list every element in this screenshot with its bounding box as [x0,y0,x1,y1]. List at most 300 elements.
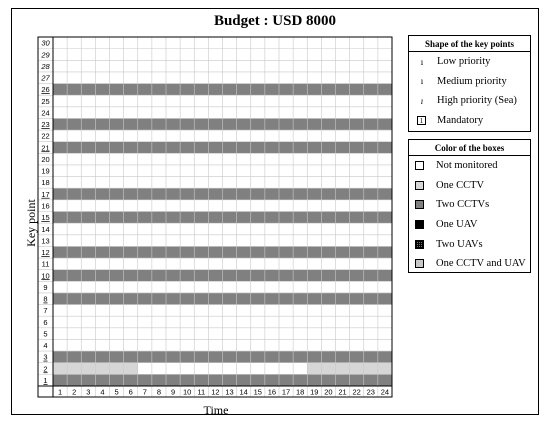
mandatory-box-icon: 1 [417,116,426,125]
cell-kp15-t2 [67,212,81,224]
y-tick-19: 19 [41,166,50,176]
y-tick-24: 24 [41,108,50,118]
x-tick-10: 10 [183,387,192,397]
cell-kp3-t13 [223,351,237,363]
y-tick-8: 8 [43,294,48,304]
cell-kp17-t17 [279,188,293,200]
cell-kp10-t18 [293,270,307,282]
cell-kp23-t22 [350,118,364,130]
x-axis-title: Time [203,403,229,417]
cell-kp21-t5 [110,142,124,154]
cell-kp1-t11 [194,374,208,386]
legend-color-item [409,156,530,176]
cell-kp12-t22 [350,246,364,258]
cell-kp1-t22 [350,374,364,386]
cell-kp17-t2 [67,188,81,200]
cell-kp23-t5 [110,118,124,130]
cell-kp21-t22 [350,142,364,154]
cell-kp15-t17 [279,212,293,224]
cell-kp21-t20 [321,142,335,154]
cell-kp10-t21 [336,270,350,282]
cell-kp17-t7 [138,188,152,200]
y-tick-23: 23 [41,120,50,130]
cell-kp15-t4 [95,212,109,224]
cell-kp26-t19 [307,84,321,96]
cell-kp1-t17 [279,374,293,386]
x-tick-3: 3 [86,387,91,397]
cell-kp3-t9 [166,351,180,363]
cell-kp23-t18 [293,118,307,130]
cell-kp1-t9 [166,374,180,386]
cell-kp8-t24 [378,293,392,305]
cell-kp10-t7 [138,270,152,282]
cell-kp8-t1 [53,293,67,305]
cell-kp1-t18 [293,374,307,386]
x-tick-23: 23 [366,387,375,397]
cell-kp23-t4 [95,118,109,130]
cell-kp26-t3 [81,84,95,96]
cell-kp1-t12 [208,374,222,386]
cell-kp8-t16 [265,293,279,305]
cell-kp1-t23 [364,374,378,386]
y-tick-26: 26 [41,85,50,95]
cell-kp23-t21 [336,118,350,130]
y-tick-22: 22 [41,131,50,141]
cell-kp17-t20 [321,188,335,200]
cell-kp26-t23 [364,84,378,96]
x-tick-24: 24 [380,387,390,397]
x-tick-2: 2 [72,387,77,397]
cell-kp21-t17 [279,142,293,154]
color-swatch [415,259,424,268]
cell-kp10-t1 [53,270,67,282]
cell-kp3-t12 [208,351,222,363]
cell-kp3-t8 [152,351,166,363]
color-swatch [415,240,424,249]
cell-kp12-t12 [208,246,222,258]
cell-kp21-t4 [95,142,109,154]
cell-kp3-t1 [53,351,67,363]
x-tick-21: 21 [338,387,347,397]
cell-kp2-t22 [350,363,364,375]
cell-kp26-t11 [194,84,208,96]
cell-kp21-t9 [166,142,180,154]
cell-kp15-t6 [124,212,138,224]
cell-kp15-t20 [321,212,335,224]
cell-kp17-t12 [208,188,222,200]
legend-shape-item [409,72,530,92]
legend-color-label: Not monitored [436,160,498,172]
legend-color-label: One CCTV and UAV [436,258,526,270]
cell-kp10-t24 [378,270,392,282]
cell-kp10-t22 [350,270,364,282]
legend-shape-box [408,35,531,132]
cell-kp2-t5 [110,363,124,375]
cell-kp21-t19 [307,142,321,154]
cell-kp26-t12 [208,84,222,96]
cell-kp2-t1 [53,363,67,375]
cell-kp10-t5 [110,270,124,282]
cell-kp17-t15 [251,188,265,200]
y-tick-11: 11 [41,259,50,269]
cell-kp17-t11 [194,188,208,200]
cell-kp26-t10 [180,84,194,96]
x-tick-1: 1 [57,387,63,397]
legend-color-item [409,234,530,254]
cell-kp2-t4 [95,363,109,375]
cell-kp12-t21 [336,246,350,258]
cell-kp3-t2 [67,351,81,363]
cell-kp12-t5 [110,246,124,258]
cell-kp12-t13 [223,246,237,258]
cell-kp12-t4 [95,246,109,258]
cell-kp1-t5 [110,374,124,386]
cell-kp3-t14 [237,351,251,363]
cell-kp3-t20 [321,351,335,363]
y-tick-6: 6 [43,317,48,327]
cell-kp12-t3 [81,246,95,258]
y-tick-9: 9 [43,282,48,292]
cell-kp3-t15 [251,351,265,363]
cell-kp21-t21 [336,142,350,154]
cell-kp12-t11 [194,246,208,258]
cell-kp26-t22 [350,84,364,96]
cell-kp12-t2 [67,246,81,258]
cell-kp1-t8 [152,374,166,386]
cell-kp26-t15 [251,84,265,96]
cell-kp12-t1 [53,246,67,258]
x-tick-20: 20 [324,387,333,397]
cell-kp17-t3 [81,188,95,200]
cell-kp26-t6 [124,84,138,96]
cell-kp1-t15 [251,374,265,386]
cell-kp23-t10 [180,118,194,130]
cell-kp15-t5 [110,212,124,224]
cell-kp10-t15 [251,270,265,282]
cell-kp17-t8 [152,188,166,200]
cell-kp15-t1 [53,212,67,224]
cell-kp15-t19 [307,212,321,224]
cell-kp23-t14 [237,118,251,130]
cell-kp1-t10 [180,374,194,386]
cell-kp26-t7 [138,84,152,96]
cell-kp12-t16 [265,246,279,258]
x-tick-18: 18 [296,387,305,397]
y-tick-15: 15 [41,213,50,223]
cell-kp15-t22 [350,212,364,224]
legend-color-item [409,176,530,196]
x-tick-16: 16 [267,387,277,397]
cell-kp3-t7 [138,351,152,363]
color-swatch [415,200,424,209]
cell-kp10-t17 [279,270,293,282]
cell-kp10-t16 [265,270,279,282]
cell-kp1-t14 [237,374,251,386]
cell-kp1-t2 [67,374,81,386]
legend-shape-label: Medium priority [437,75,507,87]
cell-kp3-t6 [124,351,138,363]
color-swatch [415,181,424,190]
cell-kp8-t14 [237,293,251,305]
cell-kp17-t22 [350,188,364,200]
cell-kp1-t7 [138,374,152,386]
legend-color-item [409,215,530,235]
cell-kp23-t12 [208,118,222,130]
cell-kp1-t13 [223,374,237,386]
cell-kp17-t13 [223,188,237,200]
cell-kp21-t10 [180,142,194,154]
legend-color-label: One UAV [436,219,478,231]
x-tick-5: 5 [114,387,119,397]
cell-kp10-t10 [180,270,194,282]
cell-kp12-t14 [237,246,251,258]
cell-kp12-t7 [138,246,152,258]
cell-kp23-t9 [166,118,180,130]
y-tick-20: 20 [41,154,50,164]
cell-kp2-t6 [124,363,138,375]
y-tick-14: 14 [41,224,50,234]
cell-kp3-t18 [293,351,307,363]
cell-kp10-t11 [194,270,208,282]
cell-kp3-t16 [265,351,279,363]
cell-kp21-t11 [194,142,208,154]
cell-kp23-t3 [81,118,95,130]
cell-kp21-t8 [152,142,166,154]
cell-kp3-t11 [194,351,208,363]
cell-kp10-t9 [166,270,180,282]
cell-kp1-t20 [321,374,335,386]
y-tick-1: 1 [43,375,48,385]
cell-kp23-t23 [364,118,378,130]
cell-kp12-t17 [279,246,293,258]
cell-kp26-t14 [237,84,251,96]
cell-kp21-t2 [67,142,81,154]
cell-kp2-t19 [307,363,321,375]
cell-kp3-t17 [279,351,293,363]
x-tick-11: 11 [197,387,206,397]
legend-shape-item [409,52,530,72]
cell-kp8-t22 [350,293,364,305]
color-swatch [415,220,424,229]
y-tick-7: 7 [43,306,48,316]
cell-kp17-t5 [110,188,124,200]
cell-kp26-t8 [152,84,166,96]
chart-title: Budget : USD 8000 [213,13,337,29]
cell-kp2-t23 [364,363,378,375]
cell-kp1-t16 [265,374,279,386]
cell-kp26-t21 [336,84,350,96]
cell-kp17-t14 [237,188,251,200]
cell-kp8-t21 [336,293,350,305]
priority-mark-icon: ı [420,95,424,106]
cell-kp15-t10 [180,212,194,224]
cell-kp2-t2 [67,363,81,375]
cell-kp23-t24 [378,118,392,130]
y-tick-3: 3 [43,352,48,362]
cell-kp3-t5 [110,351,124,363]
cell-kp8-t17 [279,293,293,305]
cell-kp21-t1 [53,142,67,154]
cell-kp3-t22 [350,351,364,363]
color-swatch [415,161,424,170]
cell-kp8-t19 [307,293,321,305]
cell-kp10-t20 [321,270,335,282]
y-tick-18: 18 [41,178,50,188]
legend-shape-label: Low priority [437,56,491,68]
cell-kp8-t4 [95,293,109,305]
cell-kp2-t21 [336,363,350,375]
cell-kp17-t1 [53,188,67,200]
cell-kp1-t19 [307,374,321,386]
cell-kp15-t13 [223,212,237,224]
x-tick-6: 6 [128,387,133,397]
cell-kp12-t9 [166,246,180,258]
y-tick-10: 10 [41,271,50,281]
cell-kp26-t2 [67,84,81,96]
cell-kp3-t23 [364,351,378,363]
cell-kp15-t16 [265,212,279,224]
cell-kp17-t19 [307,188,321,200]
legend-color-label: One CCTV [436,179,485,191]
y-tick-5: 5 [43,329,48,339]
x-tick-17: 17 [281,387,291,397]
legend-shape-label: Mandatory [437,115,484,127]
cell-kp1-t3 [81,374,95,386]
legend-shape-label: High priority (Sea) [437,95,517,107]
cell-kp23-t1 [53,118,67,130]
y-tick-29: 29 [41,50,50,60]
cell-kp15-t12 [208,212,222,224]
y-tick-2: 2 [43,364,48,374]
cell-kp3-t19 [307,351,321,363]
cell-kp15-t23 [364,212,378,224]
cell-kp12-t19 [307,246,321,258]
x-tick-19: 19 [310,387,319,397]
cell-kp26-t20 [321,84,335,96]
cell-kp8-t2 [67,293,81,305]
cell-kp8-t15 [251,293,265,305]
legend-color-title: Color of the boxes [409,140,530,156]
cell-kp8-t3 [81,293,95,305]
cell-kp26-t13 [223,84,237,96]
x-tick-14: 14 [239,387,248,397]
cell-kp17-t23 [364,188,378,200]
cell-kp15-t18 [293,212,307,224]
cell-kp10-t4 [95,270,109,282]
cell-kp26-t18 [293,84,307,96]
cell-kp8-t18 [293,293,307,305]
cell-kp10-t19 [307,270,321,282]
cell-kp2-t24 [378,363,392,375]
cell-kp17-t9 [166,188,180,200]
priority-mark-icon: ı [420,76,424,87]
cell-kp15-t24 [378,212,392,224]
cell-kp26-t24 [378,84,392,96]
x-tick-22: 22 [352,387,361,397]
cell-kp10-t13 [223,270,237,282]
cell-kp1-t24 [378,374,392,386]
y-tick-30: 30 [41,38,50,48]
cell-kp17-t18 [293,188,307,200]
legend-color-item [409,195,530,215]
cell-kp21-t18 [293,142,307,154]
cell-kp12-t24 [378,246,392,258]
cell-kp10-t23 [364,270,378,282]
cell-kp26-t5 [110,84,124,96]
cell-kp3-t4 [95,351,109,363]
cell-kp2-t20 [321,363,335,375]
cell-kp12-t8 [152,246,166,258]
y-tick-25: 25 [41,96,50,106]
cell-kp17-t6 [124,188,138,200]
cell-kp15-t15 [251,212,265,224]
cell-kp12-t18 [293,246,307,258]
cell-kp1-t1 [53,374,67,386]
cell-kp21-t14 [237,142,251,154]
cell-kp23-t2 [67,118,81,130]
legend-color-items [409,156,530,274]
x-tick-7: 7 [142,387,147,397]
legend-color-box [408,139,531,273]
cell-kp15-t21 [336,212,350,224]
cell-kp23-t13 [223,118,237,130]
cell-kp15-t3 [81,212,95,224]
y-tick-12: 12 [41,248,50,258]
y-tick-17: 17 [41,189,50,199]
cell-kp15-t7 [138,212,152,224]
cell-kp8-t10 [180,293,194,305]
cell-kp12-t20 [321,246,335,258]
cell-kp15-t9 [166,212,180,224]
cell-kp8-t20 [321,293,335,305]
cell-kp8-t7 [138,293,152,305]
legend-shape-item [409,91,530,111]
cell-kp23-t16 [265,118,279,130]
y-tick-16: 16 [41,201,50,211]
cell-kp21-t6 [124,142,138,154]
cell-kp26-t9 [166,84,180,96]
cell-kp8-t13 [223,293,237,305]
cell-kp8-t9 [166,293,180,305]
cell-kp21-t12 [208,142,222,154]
cell-kp3-t10 [180,351,194,363]
cell-kp10-t8 [152,270,166,282]
cell-kp26-t4 [95,84,109,96]
cell-kp10-t12 [208,270,222,282]
y-tick-28: 28 [41,61,50,71]
y-axis-title: Key point [24,199,38,247]
cell-kp21-t15 [251,142,265,154]
cell-kp23-t6 [124,118,138,130]
x-tick-13: 13 [225,387,234,397]
cell-kp17-t10 [180,188,194,200]
cell-kp23-t7 [138,118,152,130]
cell-kp12-t10 [180,246,194,258]
cell-kp21-t16 [265,142,279,154]
cell-kp15-t11 [194,212,208,224]
cell-kp3-t3 [81,351,95,363]
y-tick-4: 4 [43,341,48,351]
cell-kp12-t23 [364,246,378,258]
cell-kp23-t8 [152,118,166,130]
cell-kp15-t14 [237,212,251,224]
legend-color-item [409,254,530,274]
cell-kp1-t21 [336,374,350,386]
cell-kp23-t15 [251,118,265,130]
x-tick-labels [58,388,389,397]
cell-kp12-t6 [124,246,138,258]
cell-kp23-t11 [194,118,208,130]
